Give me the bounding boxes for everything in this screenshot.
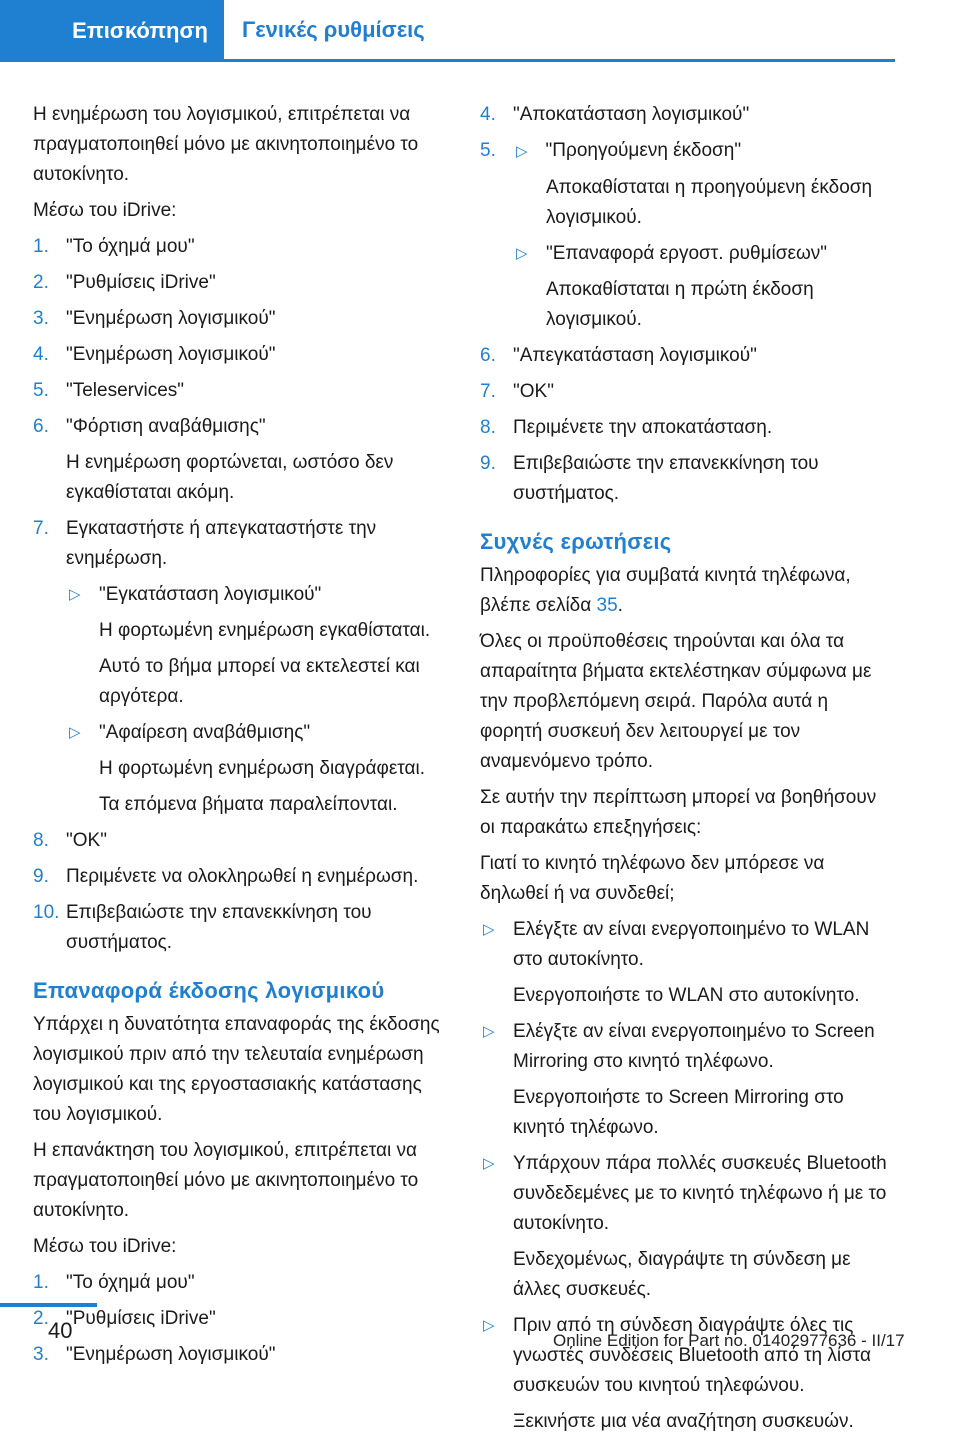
triangle-right-icon: ▷ [483, 1023, 495, 1040]
sub-note: Αποκαθίσταται η προηγούμενη έκδοση λογισμικού. [546, 177, 873, 228]
right-column [480, 100, 895, 1443]
list-item: 9. Περιμένετε να ολοκληρωθεί η ενημέρωση. [33, 866, 419, 887]
paragraph: Σε αυτήν την περίπτωση μπορεί να βοηθήσουν οι παρακάτω επεξηγήσεις: [480, 787, 877, 838]
triangle-right-icon: ▷ [516, 245, 528, 262]
step-note: Η ενημέρωση φορτώνεται, ωστόσο δεν εγκαθίσταται ακόμη. [66, 452, 394, 503]
list-item: 8. "OK" [33, 830, 107, 851]
question: Γιατί το κινητό τηλέφωνο δεν μπόρεσε να δηλωθεί ή να συνδεθεί; [480, 853, 825, 904]
list-item: 7. Εγκαταστήστε ή απεγκαταστήστε την ενημέρωση. [33, 518, 377, 569]
via-idrive: Μέσω του iDrive: [33, 200, 177, 221]
triangle-right-icon: ▷ [69, 586, 81, 603]
list-item: 5. "Teleservices" [33, 380, 185, 401]
list-item: 2. "Ρυθμίσεις iDrive" [33, 272, 216, 293]
list-item: 3. "Ενημέρωση λογισμικού" [33, 308, 276, 329]
edition-text: Online Edition for Part no. 01402977636 - II/17 [553, 1331, 905, 1350]
sub-note: Η φορτωμένη ενημέρωση διαγράφεται. [99, 758, 426, 779]
sub-note: Η φορτωμένη ενημέρωση εγκαθίσταται. [99, 620, 431, 641]
section-heading: Επαναφορά έκδοσης λογισμικού [33, 978, 385, 1003]
bullet-item: ▷ Ελέγξτε αν είναι ενεργοποιημένο το WLAN στο αυτοκίνητο. [480, 915, 895, 975]
list-item: 3. "Ενημέρωση λογισμικού" [33, 1344, 276, 1365]
bullet-note: Ενεργοποιήστε το WLAN στο αυτοκίνητο. [513, 985, 860, 1006]
triangle-right-icon: ▷ [483, 1317, 495, 1334]
triangle-right-icon: ▷ [483, 1155, 495, 1172]
via-idrive: Μέσω του iDrive: [33, 1236, 177, 1257]
list-item: 10. Επιβεβαιώστε την επανεκκίνηση του συστήματος. [33, 902, 372, 953]
bullet-item: ▷ Υπάρχουν πάρα πολλές συσκευές Bluetooth συνδεδεμένες με το κινητό τηλέφωνο ή με το αυτοκίνητο. [480, 1149, 895, 1239]
sub-note: Τα επόμενα βήματα παραλείπονται. [99, 794, 398, 815]
paragraph: Πληροφορίες για συμβατά κινητά τηλέφωνα, βλέπε σελίδα 35. [480, 565, 851, 616]
tab-bar [0, 0, 895, 62]
bullet-note: Ενεργοποιήστε το Screen Mirroring στο κινητό τηλέφωνο. [513, 1087, 844, 1138]
triangle-right-icon: ▷ [483, 921, 495, 938]
list-item: 8. Περιμένετε την αποκατάσταση. [480, 417, 773, 438]
list-item: 6. "Απεγκατάσταση λογισμικού" [480, 345, 757, 366]
sub-list-item: ▷ "Εγκατάσταση λογισμικού" [33, 580, 448, 610]
paragraph: Όλες οι προϋποθέσεις τηρούνται και όλα τα απαραίτητα βήματα εκτελέστηκαν σύμφωνα με την προβλεπόμενη σειρά. Παρόλα αυτά η φορητή συσκευή δεν λειτουργεί με τον αναμενόμενο τρόπο. [480, 631, 872, 772]
list-item: 9. Επιβεβαιώστε την επανεκκίνηση του συστήματος. [480, 453, 819, 504]
list-item: 4. "Αποκατάσταση λογισμικού" [480, 104, 750, 125]
left-column [33, 100, 448, 1376]
page-number: 40 [48, 1318, 73, 1343]
list-item: 1. "Το όχημά μου" [33, 236, 195, 257]
page-link[interactable]: 35 [596, 595, 618, 616]
sub-list-item: ▷ "Αφαίρεση αναβάθμισης" [33, 718, 448, 748]
section-heading: Συχνές ερωτήσεις [480, 529, 672, 554]
list-item: 5. ▷ "Προηγούμενη έκδοση" [480, 140, 742, 161]
sub-note: Αυτό το βήμα μπορεί να εκτελεστεί και αργότερα. [99, 656, 420, 707]
triangle-right-icon: ▷ [516, 143, 528, 160]
paragraph: Η επανάκτηση του λογισμικού, επιτρέπεται να πραγματοποιηθεί μόνο με ακινητοποιημένο το αυτοκίνητο. [33, 1140, 419, 1221]
sub-list-item: ▷ "Επαναφορά εργοστ. ρυθμίσεων" [480, 239, 895, 269]
list-item: 2. "Ρυθμίσεις iDrive" [33, 1308, 216, 1329]
list-item: 4. "Ενημέρωση λογισμικού" [33, 344, 276, 365]
intro-text: Η ενημέρωση του λογισμικού, επιτρέπεται να πραγματοποιηθεί μόνο με ακινητοποιημένο το αυτοκίνητο. [33, 104, 419, 185]
tab-overview[interactable]: Επισκόπηση [0, 0, 224, 62]
bullet-item: ▷ Ελέγξτε αν είναι ενεργοποιημένο το Screen Mirroring στο κινητό τηλέφωνο. [480, 1017, 895, 1077]
tab-general-settings[interactable]: Γενικές ρυθμίσεις [224, 0, 895, 62]
paragraph: Υπάρχει η δυνατότητα επαναφοράς της έκδοσης λογισμικού πριν από την τελευταία ενημέρωση λογισμικού και της εργοστασιακής κατάστασης του λογισμικού. [33, 1014, 440, 1125]
list-item: 7. "OK" [480, 381, 554, 402]
list-item: 1. "Το όχημά μου" [33, 1272, 195, 1293]
bullet-note: Ξεκινήστε μια νέα αναζήτηση συσκευών. [513, 1411, 854, 1432]
triangle-right-icon: ▷ [69, 724, 81, 741]
bullet-note: Ενδεχομένως, διαγράψτε τη σύνδεση με άλλες συσκευές. [513, 1249, 851, 1300]
list-item: 6. "Φόρτιση αναβάθμισης" [33, 416, 266, 437]
bullet-item: ▷ Πριν από τη σύνδεση διαγράψτε όλες τις γνωστές συνδέσεις Bluetooth από τη λίστα συσκευών του κινητού τηλεφώνου. [480, 1311, 895, 1401]
footer-rule [0, 1303, 97, 1307]
sub-note: Αποκαθίσταται η πρώτη έκδοση λογισμικού. [546, 279, 814, 330]
